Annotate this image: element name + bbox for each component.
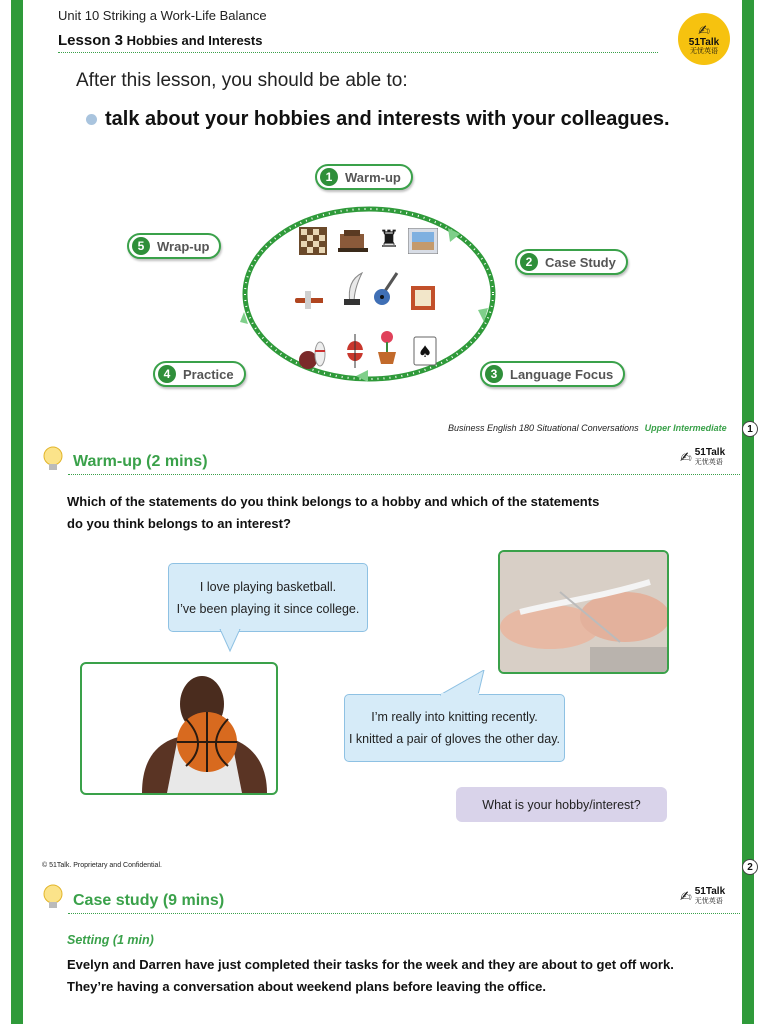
- fishing-float-icon: [340, 336, 370, 366]
- logo-text: 51Talk: [688, 36, 720, 48]
- logo-text: 51Talk: [694, 886, 726, 897]
- lightbulb-icon: [42, 884, 64, 915]
- bubble-line: I love playing basketball.: [199, 579, 337, 594]
- basketball-player-photo: [80, 662, 278, 795]
- logo-text: 51Talk: [694, 447, 726, 458]
- bowling-icon: [298, 340, 328, 370]
- bubble-line: I knitted a pair of gloves the other day.: [348, 732, 560, 746]
- objectives-intro: After this lesson, you should be able to:: [76, 70, 408, 91]
- lightbulb-icon: [42, 446, 64, 477]
- step-label: Wrap-up: [157, 238, 210, 254]
- logo-mascot-icon: ✍: [698, 21, 710, 38]
- knitting-hands-photo: [498, 550, 669, 674]
- chess-piece-icon: ♜: [378, 225, 400, 253]
- logo-subtext: 无忧英语: [694, 898, 723, 905]
- lesson-title: [58, 32, 262, 49]
- question-line: do you think belongs to an interest?: [67, 516, 291, 531]
- book-title: Business English 180 Situational Conversations: [448, 423, 639, 433]
- step-number: 2: [520, 253, 538, 271]
- step-practice[interactable]: [153, 361, 246, 387]
- step-label: Language Focus: [510, 366, 614, 382]
- unit-title: Unit 10 Striking a Work-Life Balance: [58, 8, 267, 23]
- level-label: Upper Intermediate: [644, 423, 727, 433]
- hobby-question-box: What is your hobby/interest?: [456, 787, 667, 822]
- bubble-line: I’ve been playing it since college.: [176, 601, 360, 616]
- speech-bubble-knitting: [344, 694, 565, 762]
- brand-logo: [678, 13, 730, 65]
- speech-bubble-basketball: [168, 563, 368, 632]
- step-warm-up[interactable]: [315, 164, 413, 190]
- setting-line: Evelyn and Darren have just completed their tasks for the week and they are about to get off work.: [67, 957, 674, 972]
- step-label: Practice: [183, 366, 234, 382]
- step-label: Case Study: [545, 254, 616, 270]
- lesson-number: Lesson 3: [58, 32, 124, 49]
- section-title-case-study: Case study (9 mins): [73, 892, 225, 909]
- objective-text: talk about your hobbies and interests with your colleagues.: [105, 108, 670, 130]
- case-study-setting-text: [67, 954, 707, 998]
- question-line: Which of the statements do you think belongs to a hobby and which of the statements: [67, 494, 600, 509]
- small-brand-logo: [680, 887, 725, 906]
- logo-subtext: 无忧英语: [690, 47, 718, 55]
- logo-subtext: 无忧英语: [694, 459, 723, 466]
- playing-card-icon: [410, 336, 440, 366]
- logo-mascot-icon: ✍: [680, 888, 692, 904]
- step-wrap-up[interactable]: [127, 233, 221, 259]
- step-number: 4: [158, 365, 176, 383]
- logo-mascot-icon: ✍: [680, 449, 692, 465]
- lesson-name: Hobbies and Interests: [126, 33, 263, 48]
- page-number: 2: [742, 859, 758, 875]
- page-number: 1: [742, 421, 758, 437]
- chess-board-icon: [298, 226, 328, 256]
- small-brand-logo: [680, 448, 725, 467]
- photo-frame-icon: [408, 226, 438, 256]
- bubble-tail: [218, 629, 244, 655]
- warmup-question: [67, 491, 627, 535]
- setting-line: They’re having a conversation about weekend plans before leaving the office.: [67, 979, 546, 994]
- bullet-icon: [86, 114, 97, 125]
- bubble-tail: [440, 670, 490, 696]
- step-number: 5: [132, 237, 150, 255]
- step-number: 3: [485, 365, 503, 383]
- book-icon: [408, 283, 438, 313]
- section-divider: [68, 913, 740, 914]
- quill-pen-icon: [340, 274, 370, 304]
- setting-label: Setting (1 min): [67, 933, 154, 947]
- step-number: 1: [320, 168, 338, 186]
- sewing-machine-icon: [338, 226, 368, 256]
- model-airplane-icon: [293, 285, 323, 315]
- bubble-line: I’m really into knitting recently.: [371, 710, 538, 724]
- step-language-focus[interactable]: [480, 361, 625, 387]
- objective-item: [86, 108, 670, 131]
- step-label: Warm-up: [345, 169, 401, 185]
- flower-pot-icon: [372, 332, 402, 362]
- page-footer: [448, 423, 727, 433]
- left-green-border: [11, 0, 23, 1024]
- section-divider: [68, 474, 740, 475]
- guitar-icon: [372, 274, 402, 304]
- step-case-study[interactable]: [515, 249, 628, 275]
- section-title-warm-up: Warm-up (2 mins): [73, 453, 208, 470]
- svg-text:♠: ♠: [417, 342, 433, 361]
- copyright-notice: © 51Talk. Proprietary and Confidential.: [42, 862, 162, 869]
- header-divider: [58, 52, 658, 53]
